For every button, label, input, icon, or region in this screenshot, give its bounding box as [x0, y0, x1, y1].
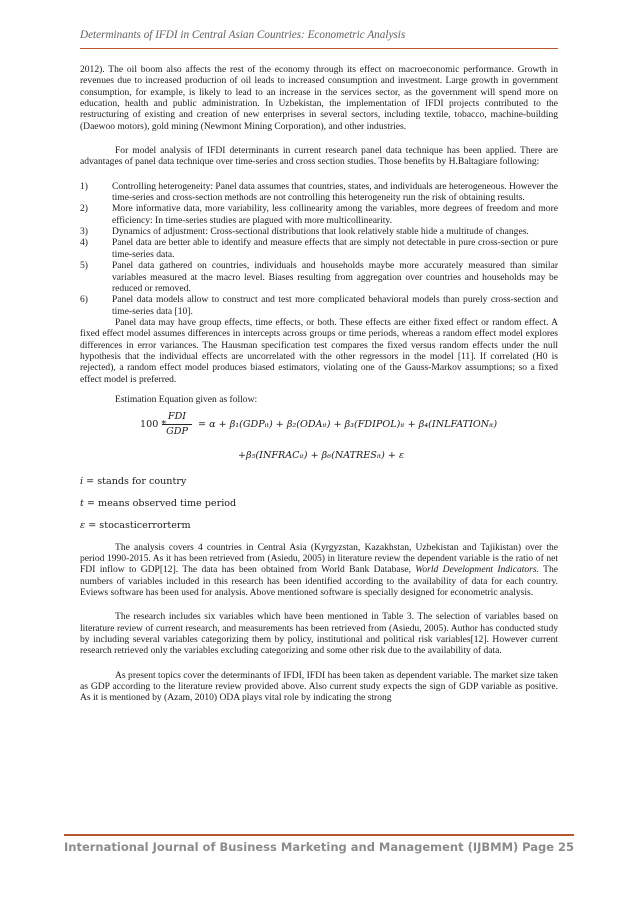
- definition-i: i = stands for country: [80, 475, 187, 487]
- fraction-numerator: FDI: [162, 411, 192, 424]
- source-title: World Development Indicators.: [415, 564, 539, 576]
- equation-fraction: [162, 411, 192, 437]
- running-header-title: Determinants of IFDI in Central Asian Countries: Econometric Analysis: [80, 29, 406, 41]
- running-header: [80, 26, 558, 49]
- list-text: Panel data are better able to identify and measure effects that are simply not detectable in pure cross-section or pure time-series data.: [112, 237, 558, 260]
- benefits-list: [80, 181, 558, 317]
- paragraph-panel-data: For model analysis of IFDI determinants in current research panel data technique has been applied. There are advantages of panel data technique over time-series and cross section studies. Those benefits by H.Baltagiare following:: [80, 145, 558, 168]
- list-text: Panel data gathered on countries, individuals and households maybe more accurately measured than similar variables measured at the macro level. Biases resulting from aggregation over countries and households may be reduced or removed.: [112, 260, 558, 294]
- paragraph-analysis-scope: The analysis covers 4 countries in Central Asia (Kyrgyzstan, Kazakhstan, Uzbekistan and Tajikistan) over the period 1990-2015. As it has been retrieved from (Asiedu, 2005) in literature review the dependent variable is the ratio of net FDI inflow to GDP[12]. The data has been obtained from World Bank Database, World Development Indicators. The numbers of variables included in this research has been identified according to the availability of data for each country. Eviews software has been used for analysis. Above mentioned software is specially designed for econometric analysis.: [80, 541, 558, 598]
- definition-epsilon: ε = stocasticerrorterm: [80, 519, 191, 531]
- list-item: [80, 226, 558, 237]
- list-item: [80, 237, 558, 260]
- list-number: 4): [80, 237, 88, 249]
- footer-page-number: Page 25: [522, 840, 574, 854]
- paragraph-dependent-variable: As present topics cover the determinants of IFDI, IFDI has been taken as dependent variable. The market size taken as GDP according to the literature review provided above. Also current study expects the sign of GDP variable as positive. As it is mentioned by (Azam, 2010) ODA plays vital role by indicating the strong: [80, 669, 558, 704]
- list-item: [80, 181, 558, 204]
- list-text: More informative data, more variability, less collinearity among the variables, more degrees of freedom and more efficiency: In time-series studies are plagued with more multicollinearity.: [112, 203, 558, 226]
- page-body: [80, 64, 558, 704]
- paragraph-oil-boom: 2012). The oil boom also affects the rest of the economy through its effect on macroeconomic performance. Growth in revenues due to increased production of oil leads to increased consumption and investment. Large growth in government consumption, for example, is likely to lead to an increase in the services sector, as the government will spend more on education, health and public administration. In Uzbekistan, the implementation of IFDI projects contributed to the restructuring of existing and creation of new enterprises in several sectors, including textile, tobacco, machine-building (Daewoo motors), gold mining (Newmont Mining Corporation), and other industries.: [80, 64, 558, 132]
- definition-t: t = means observed time period: [80, 497, 237, 509]
- list-item: [80, 294, 558, 317]
- running-footer: [64, 834, 574, 860]
- paragraph-effects: Panel data may have group effects, time effects, or both. These effects are either fixed effect or random effect. A fixed effect model assumes differences in intercepts across groups or time periods, whereas a random effect model explores differences in error variances. The Hausman specification test compares the fixed versus random effects under the null hypothesis that the individual effects are uncorrelated with the other regressors in the model [11]. If correlated (H0 is rejected), a random effect model produces biased estimators, violating one of the Gauss-Markov assumptions; so a fixed effect model is preferred.: [80, 316, 558, 385]
- list-text: Panel data models allow to construct and test more complicated behavioral models than purely cross-section and time-series data [10].: [112, 294, 558, 317]
- list-text: Dynamics of adjustment: Cross-sectional distributions that look relatively stable hide a multitude of changes.: [112, 226, 529, 238]
- list-number: 1): [80, 180, 88, 192]
- equation-line-2: +β₅(INFRACᵢₜ) + β₆(NATRESᵢₜ) + ε: [238, 450, 405, 462]
- list-number: 6): [80, 294, 88, 306]
- equation-rhs-1: = α + β₁(GDPᵢₜ) + β₂(ODAᵢₜ) + β₃(FDIPOL)ᵢₜ + β₄(INLFATIONᵢₜ): [198, 419, 498, 431]
- equation-definitions: [80, 476, 558, 542]
- list-item: [80, 260, 558, 294]
- paragraph-variables: The research includes six variables which have been mentioned in Table 3. The selection of variables based on literature review of current research, and measurements has been retrieved from (Asiedu, 2005). Author has conducted study by including several variables categorizing them by policy, institutional and political risk variables[12]. However current research retrieved only the variables excluding categorizing and some other risk due to the availability of data.: [80, 611, 558, 657]
- equation-lhs: 100 *: [140, 419, 167, 431]
- footer-journal-name: International Journal of Business Marketing and Management (IJBMM): [64, 840, 519, 854]
- paragraph-estimation-intro: Estimation Equation given as follow:: [115, 393, 258, 405]
- list-number: 3): [80, 226, 88, 238]
- fraction-denominator: GDP: [166, 425, 188, 437]
- equation-line-1: [140, 411, 558, 441]
- list-text: Controlling heterogeneity: Panel data assumes that countries, states, and individuals are heterogeneous. However the time-series and cross-section methods are not controlling this heterogeneity run the risk of obtaining results.: [112, 180, 558, 204]
- list-item: [80, 203, 558, 226]
- list-number: 5): [80, 260, 88, 272]
- list-number: 2): [80, 203, 88, 215]
